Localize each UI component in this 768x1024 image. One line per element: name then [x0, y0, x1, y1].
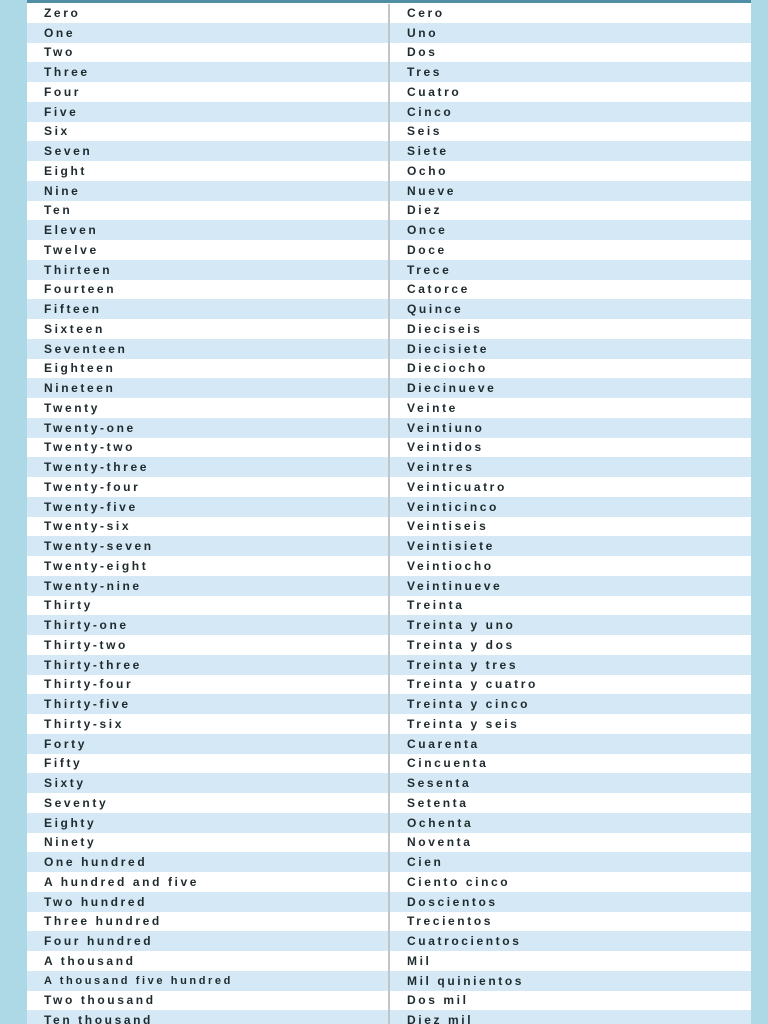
english-number-cell: Sixteen — [44, 321, 105, 336]
english-number-cell: Thirty — [44, 598, 93, 613]
english-number-cell: Nine — [44, 183, 81, 198]
english-number-cell: One hundred — [44, 855, 148, 870]
spanish-number-cell: Veinticinco — [407, 499, 499, 514]
english-number-cell: Twenty-four — [44, 479, 141, 494]
spanish-number-cell: Trece — [407, 262, 452, 277]
english-number-cell: Twenty — [44, 400, 101, 415]
english-number-cell: Seven — [44, 144, 93, 159]
spanish-number-cell: Diez — [407, 203, 443, 218]
english-number-cell: A thousand — [44, 953, 136, 968]
spanish-number-cell: Veinte — [407, 400, 458, 415]
english-number-cell: Thirty-five — [44, 697, 131, 712]
english-number-cell: Fourteen — [44, 282, 117, 297]
spanish-number-cell: Mil quinientos — [407, 973, 525, 988]
english-number-cell: Thirty-four — [44, 677, 134, 692]
english-number-cell: Four — [44, 84, 82, 99]
english-number-cell: One — [44, 25, 76, 40]
spanish-number-cell: Nueve — [407, 183, 457, 198]
spanish-number-cell: Catorce — [407, 282, 470, 297]
spanish-number-cell: Dieciocho — [407, 361, 488, 376]
english-number-cell: Nineteen — [44, 381, 116, 396]
spanish-number-cell: Treinta y dos — [407, 637, 515, 652]
english-number-cell: Twenty-one — [44, 420, 136, 435]
spanish-number-cell: Treinta y cinco — [407, 697, 531, 712]
english-number-cell: Eighty — [44, 815, 97, 830]
spanish-number-cell: Dos mil — [407, 993, 469, 1008]
english-number-cell: Eighteen — [44, 361, 116, 376]
english-number-cell: Eight — [44, 163, 87, 178]
english-number-cell: Ten thousand — [44, 1013, 153, 1024]
english-number-cell: A thousand five hundred — [44, 974, 233, 987]
english-number-cell: Twenty-two — [44, 440, 136, 455]
spanish-number-cell: Cincuenta — [407, 756, 489, 771]
spanish-number-cell: Veinticuatro — [407, 479, 507, 494]
english-number-cell: Eleven — [44, 223, 99, 238]
english-number-cell: Ten — [44, 203, 73, 218]
spanish-number-cell: Treinta y uno — [407, 618, 516, 633]
english-number-cell: Zero — [44, 5, 81, 20]
spanish-number-cell: Cero — [407, 5, 445, 20]
english-number-cell: Two thousand — [44, 993, 156, 1008]
spanish-number-cell: Ocho — [407, 163, 449, 178]
english-number-cell: Thirty-six — [44, 716, 125, 731]
spanish-number-cell: Diecisiete — [407, 341, 490, 356]
english-number-cell: Three — [44, 65, 90, 80]
spanish-number-cell: Setenta — [407, 795, 469, 810]
translation-table — [27, 0, 751, 1024]
spanish-number-cell: Doce — [407, 242, 447, 257]
english-number-cell: Three hundred — [44, 914, 162, 929]
spanish-number-cell: Veintres — [407, 460, 475, 475]
english-number-cell: Thirty-two — [44, 637, 128, 652]
english-number-cell: Five — [44, 104, 79, 119]
english-number-cell: Thirteen — [44, 262, 113, 277]
spanish-number-cell: Seis — [407, 124, 443, 139]
english-number-cell: Thirty-three — [44, 657, 142, 672]
spanish-number-cell: Veintiuno — [407, 420, 485, 435]
spanish-number-cell: Cuatrocientos — [407, 934, 522, 949]
spanish-number-cell: Treinta — [407, 598, 465, 613]
spanish-number-cell: Uno — [407, 25, 439, 40]
spanish-number-cell: Quince — [407, 302, 464, 317]
english-number-cell: Thirty-one — [44, 618, 129, 633]
spanish-number-cell: Mil — [407, 953, 432, 968]
spanish-number-cell: Treinta y seis — [407, 716, 520, 731]
spanish-number-cell: Dos — [407, 45, 438, 60]
spanish-number-cell: Dieciseis — [407, 321, 483, 336]
spanish-number-cell: Cien — [407, 855, 444, 870]
english-number-cell: Two hundred — [44, 894, 148, 909]
english-number-cell: Twenty-six — [44, 519, 132, 534]
english-number-cell: Two — [44, 45, 75, 60]
english-number-cell: Forty — [44, 736, 87, 751]
english-number-cell: Six — [44, 124, 70, 139]
spanish-number-cell: Siete — [407, 144, 449, 159]
spanish-number-cell: Doscientos — [407, 894, 498, 909]
spanish-number-cell: Veintiocho — [407, 558, 494, 573]
spanish-number-cell: Treinta y cuatro — [407, 677, 538, 692]
english-number-cell: Seventy — [44, 795, 109, 810]
english-number-cell: Fifteen — [44, 302, 102, 317]
spanish-number-cell: Treinta y tres — [407, 657, 519, 672]
spanish-number-cell: Diecinueve — [407, 381, 497, 396]
spanish-number-cell: Diez mil — [407, 1013, 474, 1024]
english-number-cell: A hundred and five — [44, 874, 200, 889]
english-number-cell: Twenty-five — [44, 499, 138, 514]
english-number-cell: Seventeen — [44, 341, 128, 356]
spanish-number-cell: Cinco — [407, 104, 454, 119]
spanish-number-cell: Veintidos — [407, 440, 484, 455]
column-divider — [388, 4, 390, 1024]
spanish-number-cell: Once — [407, 223, 448, 238]
english-number-cell: Four hundred — [44, 934, 154, 949]
spanish-number-cell: Cuatro — [407, 84, 462, 99]
english-number-cell: Twenty-three — [44, 460, 149, 475]
spanish-number-cell: Tres — [407, 65, 443, 80]
spanish-number-cell: Cuarenta — [407, 736, 480, 751]
english-number-cell: Twenty-eight — [44, 558, 149, 573]
english-number-cell: Ninety — [44, 835, 97, 850]
english-number-cell: Sixty — [44, 776, 86, 791]
english-number-cell: Twelve — [44, 242, 99, 257]
english-number-cell: Fifty — [44, 756, 83, 771]
spanish-number-cell: Ciento cinco — [407, 874, 511, 889]
spanish-number-cell: Trecientos — [407, 914, 494, 929]
english-number-cell: Twenty-seven — [44, 539, 154, 554]
spanish-number-cell: Ochenta — [407, 815, 474, 830]
spanish-number-cell: Veintisiete — [407, 539, 495, 554]
spanish-number-cell: Noventa — [407, 835, 473, 850]
english-number-cell: Twenty-nine — [44, 578, 142, 593]
spanish-number-cell: Veintiseis — [407, 519, 489, 534]
spanish-number-cell: Sesenta — [407, 776, 472, 791]
spanish-number-cell: Veintinueve — [407, 578, 503, 593]
